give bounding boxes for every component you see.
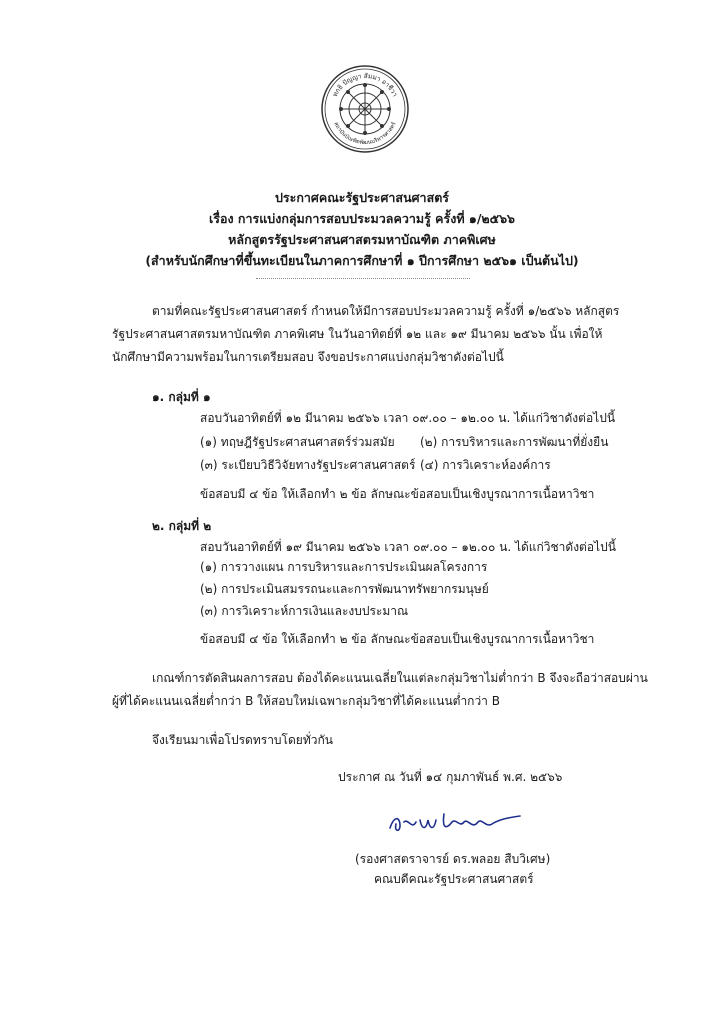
group-1-subject: (๒) การบริหารและการพัฒนาที่ยั่งยืน [420, 435, 609, 449]
seal-text-bottom: สถาบันบัณฑิตพัฒนบริหารศาสตร์ [332, 121, 398, 147]
announcement-subject: เรื่อง การแบ่งกลุ่มการสอบประมวลความรู้ ครั้งที่ ๑/๒๕๖๖ [208, 211, 515, 226]
group-1-exam-note: ข้อสอบมี ๔ ข้อ ให้เลือกทำ ๒ ข้อ ลักษณะข้อสอบเป็นเชิงบูรณาการเนื้อหาวิชา [200, 487, 595, 501]
heading-divider [256, 278, 470, 279]
group-1-schedule: สอบวันอาทิตย์ที่ ๑๒ มีนาคม ๒๕๖๖ เวลา ๐๙.๐๐ – ๑๒.๐๐ น. ได้แก่วิชาดังต่อไปนี้ [200, 411, 616, 425]
closing-text: จึงเรียนมาเพื่อโปรดทราบโดยทั่วกัน [152, 733, 333, 747]
intro-line-2: รัฐประศาสนศาสตรมหาบัณฑิต ภาคพิเศษ ในวันอาทิตย์ที่ ๑๒ และ ๑๙ มีนาคม ๒๕๖๖ นั้น เพื่อให้ [112, 327, 603, 341]
group-2-subject: (๒) การประเมินสมรรถนะและการพัฒนาทรัพยากรมนุษย์ [200, 582, 489, 596]
group-1-subject: (๑) ทฤษฎีรัฐประศาสนศาสตร์ร่วมสมัย [200, 435, 395, 449]
group-1-title: ๑. กลุ่มที่ ๑ [152, 390, 211, 404]
intro-line-1: ตามที่คณะรัฐประศาสนศาสตร์ กำหนดให้มีการสอบประมวลความรู้ ครั้งที่ ๑/๒๕๖๖ หลักสูตร [152, 304, 620, 318]
group-1-subject: (๓) ระเบียบวิธีวิจัยทางรัฐประศาสนศาสตร์ [200, 458, 416, 472]
applicability-note: (สำหรับนักศึกษาที่ขึ้นทะเบียนในภาคการศึกษาที่ ๑ ปีการศึกษา ๒๕๖๑ เป็นต้นไป) [145, 253, 579, 268]
signer-name: (รองศาสตราจารย์ ดร.พลอย สืบวิเศษ) [355, 852, 551, 866]
group-2-subject: (๓) การวิเคราะห์การเงินและงบประมาณ [200, 604, 409, 618]
group-2-title: ๒. กลุ่มที่ ๒ [152, 519, 212, 533]
program-name: หลักสูตรรัฐประศาสนศาสตรมหาบัณฑิต ภาคพิเศษ [228, 232, 496, 247]
intro-line-3: นักศึกษามีความพร้อมในการเตรียมสอบ จึงขอประกาศแบ่งกลุ่มวิชาดังต่อไปนี้ [112, 350, 504, 364]
criteria-line-1: เกณฑ์การตัดสินผลการสอบ ต้องได้คะแนนเฉลี่ยในแต่ละกลุ่มวิชาไม่ต่ำกว่า B จึงจะถือว่าสอบผ่าน [152, 671, 648, 685]
seal-text-top: ทกธิ ปัญญา สัมมา อาชีวา [330, 71, 400, 98]
criteria-line-2: ผู้ที่ได้คะแนนเฉลี่ยต่ำกว่า B ให้สอบใหม่เฉพาะกลุ่มวิชาที่ได้คะแนนต่ำกว่า B [112, 694, 500, 708]
handwritten-signature [386, 808, 526, 838]
group-2-subject: (๑) การวางแผน การบริหารและการประเมินผลโครงการ [200, 560, 488, 574]
group-2-schedule: สอบวันอาทิตย์ที่ ๑๙ มีนาคม ๒๕๖๖ เวลา ๐๙.๐๐ – ๑๒.๐๐ น. ได้แก่วิชาดังต่อไปนี้ [200, 540, 616, 554]
institution-seal [320, 64, 410, 154]
announcement-title: ประกาศคณะรัฐประศาสนศาสตร์ [274, 190, 450, 205]
signer-position: คณบดีคณะรัฐประศาสนศาสตร์ [374, 872, 534, 886]
announcement-date: ประกาศ ณ วันที่ ๑๔ กุมภาพันธ์ พ.ศ. ๒๕๖๖ [338, 770, 563, 784]
group-1-subject: (๔) การวิเคราะห์องค์การ [420, 458, 551, 472]
group-2-exam-note: ข้อสอบมี ๔ ข้อ ให้เลือกทำ ๒ ข้อ ลักษณะข้อสอบเป็นเชิงบูรณาการเนื้อหาวิชา [200, 632, 595, 646]
